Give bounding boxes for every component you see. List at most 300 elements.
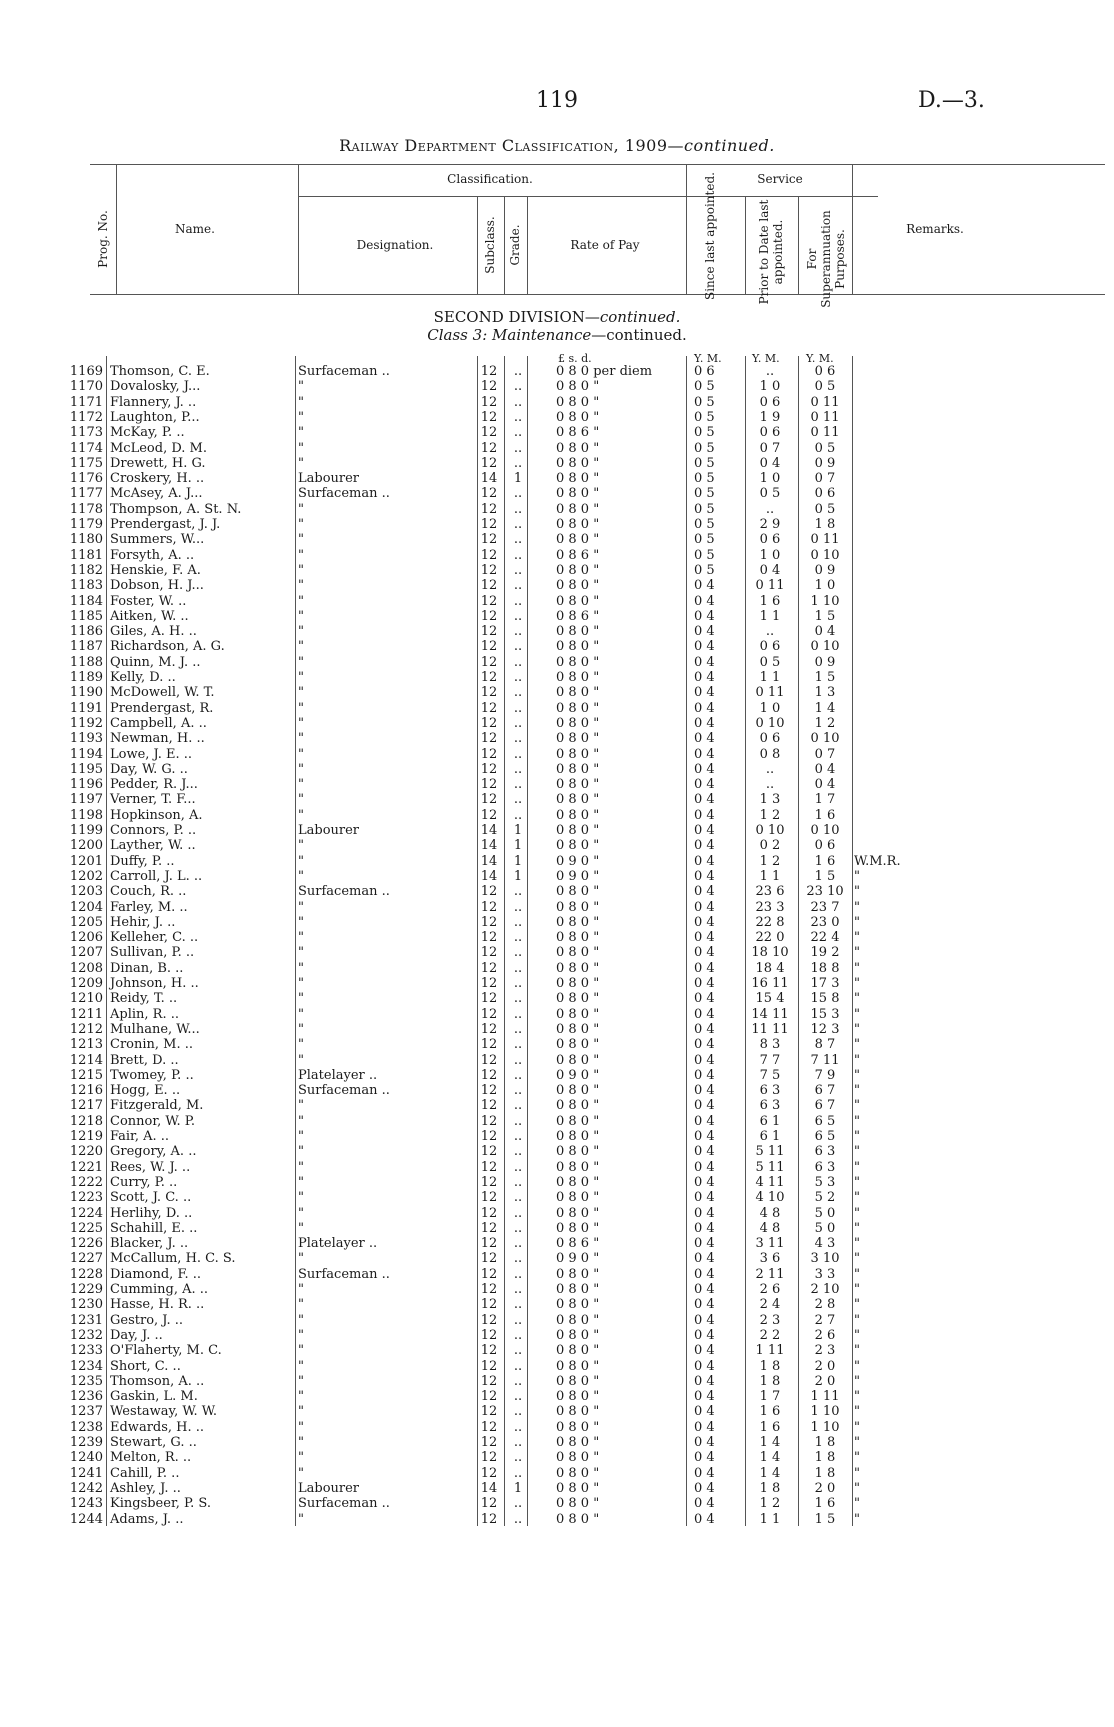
cell-subclass: 12 <box>480 700 498 716</box>
division-title <box>0 308 1114 326</box>
cell-rate-of-pay: 0 8 0 " <box>556 578 600 594</box>
cell-remarks: " <box>854 1312 860 1328</box>
cell-since-last: 0 4 <box>694 685 715 701</box>
cell-super-service: 1 10 <box>810 1419 840 1435</box>
cell-grade: .. <box>513 1006 523 1022</box>
cell-prior-service: 1 8 <box>759 1480 781 1496</box>
cell-designation: Surfaceman .. <box>298 1266 390 1282</box>
cell-subclass: 14 <box>480 868 498 884</box>
cell-remarks: " <box>854 1129 860 1144</box>
cell-subclass: 12 <box>480 654 498 670</box>
cell-subclass: 12 <box>480 715 498 731</box>
cell-remarks: " <box>854 1465 860 1481</box>
cell-designation: Surfaceman .. <box>298 1083 390 1099</box>
cell-super-service: 12 3 <box>810 1021 840 1037</box>
cell-rate-of-pay: 0 8 0 " <box>556 1404 600 1420</box>
cell-subclass: 12 <box>480 1144 498 1160</box>
cell-prior-service: 23 3 <box>755 899 785 915</box>
cell-super-service: 0 10 <box>810 823 840 838</box>
cell-remarks: " <box>854 1159 860 1175</box>
cell-rate-of-pay: 0 8 0 " <box>556 715 600 731</box>
table-row <box>0 410 1114 425</box>
cell-designation: " <box>298 1389 304 1405</box>
cell-prior-service: 1 8 <box>759 1373 781 1389</box>
cell-subclass: 12 <box>480 884 498 900</box>
cell-subclass: 12 <box>480 1052 498 1068</box>
cell-remarks: " <box>854 1450 860 1466</box>
table-row <box>0 379 1114 394</box>
table-row <box>0 762 1114 777</box>
cell-name: Connors, P. .. <box>110 823 197 838</box>
cell-designation: " <box>298 930 304 946</box>
cell-super-service: 0 11 <box>810 532 840 548</box>
cell-super-service: 1 5 <box>814 868 836 884</box>
cell-name: Thomson, A. .. <box>110 1373 205 1389</box>
cell-name: Carroll, J. L. .. <box>110 868 203 884</box>
table-row <box>0 1466 1114 1481</box>
cell-super-service: 1 6 <box>814 1496 836 1512</box>
cell-rate-of-pay: 0 8 0 " <box>556 1159 600 1175</box>
cell-subclass: 12 <box>480 685 498 701</box>
cell-prior-service: 1 2 <box>759 1496 781 1512</box>
cell-grade: .. <box>513 945 523 961</box>
cell-subclass: 12 <box>480 394 498 410</box>
cell-super-service: 0 4 <box>814 777 836 793</box>
cell-super-service: 1 5 <box>814 1511 836 1527</box>
cell-prog-no: 1202 <box>69 868 103 884</box>
cell-prior-service: 0 6 <box>759 425 781 441</box>
cell-grade: .. <box>513 670 523 685</box>
cell-name: Dobson, H. J... <box>110 578 204 594</box>
cell-remarks: " <box>854 1067 860 1083</box>
cell-prog-no: 1178 <box>69 501 103 517</box>
title-main: Railway Department Classification, 1909— <box>339 136 685 155</box>
table-row <box>0 915 1114 930</box>
cell-remarks: " <box>854 1373 860 1389</box>
header-designation: Designation. <box>356 238 434 252</box>
cell-name: Blacker, J. .. <box>110 1236 189 1252</box>
cell-super-service: 0 9 <box>814 562 836 578</box>
cell-designation: Surfaceman .. <box>298 486 390 502</box>
cell-prog-no: 1186 <box>69 624 103 640</box>
cell-prog-no: 1243 <box>69 1496 103 1512</box>
table-row <box>0 869 1114 884</box>
table-row <box>0 961 1114 976</box>
table-row <box>0 854 1114 869</box>
cell-designation: " <box>298 792 304 808</box>
cell-name: Dovalosky, J... <box>110 379 201 395</box>
cell-subclass: 14 <box>480 823 498 838</box>
cell-prog-no: 1171 <box>69 394 103 410</box>
cell-rate-of-pay: 0 8 0 " <box>556 1358 600 1374</box>
cell-subclass: 12 <box>480 593 498 609</box>
cell-designation: " <box>298 914 304 930</box>
cell-designation: " <box>298 1343 304 1359</box>
cell-prog-no: 1183 <box>69 578 103 594</box>
cell-grade: .. <box>513 1067 523 1083</box>
cell-prior-service: 1 1 <box>759 868 781 884</box>
cell-subclass: 12 <box>480 517 498 532</box>
cell-name: Kingsbeer, P. S. <box>110 1496 211 1512</box>
cell-super-service: 1 8 <box>814 1465 836 1481</box>
cell-rate-of-pay: 0 8 0 " <box>556 761 600 777</box>
cell-subclass: 12 <box>480 1404 498 1420</box>
cell-remarks: " <box>854 976 860 991</box>
cell-subclass: 12 <box>480 1343 498 1359</box>
cell-prior-service: 0 2 <box>759 838 781 854</box>
cell-rate-of-pay: 0 8 0 " <box>556 899 600 915</box>
cell-subclass: 12 <box>480 1373 498 1389</box>
cell-grade: .. <box>513 1083 523 1099</box>
col-rule-2 <box>298 164 299 294</box>
cell-since-last: 0 4 <box>694 1174 715 1190</box>
class-label: Class 3: <box>427 326 493 344</box>
cell-prog-no: 1181 <box>69 547 103 563</box>
cell-name: Reidy, T. .. <box>110 991 178 1007</box>
cell-since-last: 0 4 <box>694 1205 715 1221</box>
cell-rate-of-pay: 0 8 0 " <box>556 562 600 578</box>
cell-grade: .. <box>513 700 523 716</box>
cell-prog-no: 1184 <box>69 593 103 609</box>
cell-remarks: " <box>854 991 860 1007</box>
cell-name: Richardson, A. G. <box>110 639 225 655</box>
cell-since-last: 0 4 <box>694 654 715 670</box>
cell-super-service: 3 3 <box>814 1266 836 1282</box>
cell-subclass: 12 <box>480 639 498 655</box>
cell-prior-service: .. <box>765 501 775 517</box>
cell-subclass: 12 <box>480 1358 498 1374</box>
table-row <box>0 456 1114 471</box>
table-row <box>0 747 1114 762</box>
table-row <box>0 1267 1114 1282</box>
cell-rate-of-pay: 0 8 0 " <box>556 1465 600 1481</box>
cell-remarks: " <box>854 1389 860 1405</box>
cell-since-last: 0 4 <box>694 1098 715 1114</box>
cell-designation: " <box>298 394 304 410</box>
cell-designation: " <box>298 1174 304 1190</box>
cell-since-last: 0 4 <box>694 1419 715 1435</box>
cell-designation: Surfaceman .. <box>298 364 390 379</box>
cell-grade: .. <box>513 1450 523 1466</box>
cell-rate-of-pay: 0 9 0 " <box>556 868 600 884</box>
cell-grade: .. <box>513 593 523 609</box>
cell-rate-of-pay: 0 8 0 " <box>556 807 600 823</box>
cell-designation: " <box>298 1144 304 1160</box>
cell-rate-of-pay: 0 8 0 " <box>556 1496 600 1512</box>
cell-subclass: 12 <box>480 1282 498 1297</box>
cell-remarks: " <box>854 1083 860 1099</box>
cell-designation: " <box>298 1297 304 1313</box>
cell-prior-service: 0 6 <box>759 532 781 548</box>
table-row <box>0 808 1114 823</box>
cell-prog-no: 1241 <box>69 1465 103 1481</box>
cell-rate-of-pay: 0 8 0 " <box>556 1205 600 1221</box>
cell-rate-of-pay: 0 8 0 " <box>556 409 600 425</box>
cell-designation: " <box>298 1435 304 1450</box>
cell-prog-no: 1170 <box>69 379 103 395</box>
cell-prog-no: 1190 <box>69 685 103 701</box>
cell-since-last: 0 4 <box>694 1220 715 1236</box>
header-bottom-rule <box>90 294 1105 295</box>
cell-designation: " <box>298 1037 304 1053</box>
cell-rate-of-pay: 0 8 0 " <box>556 731 600 747</box>
cell-designation: " <box>298 532 304 548</box>
cell-grade: .. <box>513 425 523 441</box>
cell-remarks: " <box>854 884 860 900</box>
cell-designation: Labourer <box>298 471 360 487</box>
cell-super-service: 6 7 <box>814 1083 836 1099</box>
cell-name: Cumming, A. .. <box>110 1282 209 1297</box>
cell-rate-of-pay: 0 8 0 " <box>556 1083 600 1099</box>
cell-designation: " <box>298 1113 304 1129</box>
cell-super-service: 23 10 <box>806 884 844 900</box>
cell-prog-no: 1211 <box>69 1006 103 1022</box>
table-row <box>0 1297 1114 1312</box>
cell-subclass: 12 <box>480 991 498 1007</box>
cell-grade: .. <box>513 715 523 731</box>
cell-name: Day, J. .. <box>110 1327 163 1343</box>
cell-name: Day, W. G. .. <box>110 761 188 777</box>
cell-super-service: 0 6 <box>814 486 836 502</box>
cell-name: Thompson, A. St. N. <box>110 501 242 517</box>
cell-name: Kelly, D. .. <box>110 670 176 685</box>
cell-super-service: 2 3 <box>814 1343 836 1359</box>
cell-super-service: 5 0 <box>814 1220 836 1236</box>
cell-prog-no: 1209 <box>69 976 103 991</box>
cell-super-service: 1 3 <box>814 685 836 701</box>
cell-name: Ashley, J. .. <box>110 1480 181 1496</box>
cell-super-service: 0 5 <box>814 379 836 395</box>
table-row <box>0 701 1114 716</box>
cell-remarks: " <box>854 930 860 946</box>
cell-grade: .. <box>513 1021 523 1037</box>
table-row <box>0 1313 1114 1328</box>
table-row <box>0 1053 1114 1068</box>
col-rule-3 <box>477 196 478 294</box>
cell-name: Farley, M. .. <box>110 899 188 915</box>
cell-prog-no: 1212 <box>69 1021 103 1037</box>
cell-prior-service: 0 6 <box>759 731 781 747</box>
cell-designation: " <box>298 853 304 869</box>
cell-name: Pedder, R. J... <box>110 777 198 793</box>
cell-prog-no: 1174 <box>69 440 103 456</box>
cell-prior-service: 2 4 <box>759 1297 781 1313</box>
cell-prior-service: 6 1 <box>759 1113 781 1129</box>
cell-grade: .. <box>513 1389 523 1405</box>
cell-subclass: 12 <box>480 608 498 624</box>
cell-rate-of-pay: 0 8 0 " <box>556 501 600 517</box>
cell-designation: " <box>298 639 304 655</box>
table-row <box>0 1007 1114 1022</box>
cell-designation: " <box>298 777 304 793</box>
cell-prior-service: 1 8 <box>759 1358 781 1374</box>
cell-prog-no: 1213 <box>69 1037 103 1053</box>
cell-since-last: 0 4 <box>694 884 715 900</box>
cell-name: Mulhane, W... <box>110 1021 200 1037</box>
cell-prior-service: 1 11 <box>755 1343 785 1359</box>
cell-since-last: 0 4 <box>694 761 715 777</box>
cell-since-last: 0 5 <box>694 379 715 395</box>
table-row <box>0 991 1114 1006</box>
cell-prior-service: 0 5 <box>759 654 781 670</box>
cell-grade: .. <box>513 501 523 517</box>
cell-name: Aplin, R. .. <box>110 1006 179 1022</box>
cell-prog-no: 1208 <box>69 960 103 976</box>
cell-prior-service: 0 10 <box>755 715 785 731</box>
table-row <box>0 1328 1114 1343</box>
cell-since-last: 0 4 <box>694 1358 715 1374</box>
title-suffix: continued. <box>684 136 775 155</box>
cell-subclass: 12 <box>480 1419 498 1435</box>
cell-grade: .. <box>513 639 523 655</box>
cell-name: Brett, D. .. <box>110 1052 179 1068</box>
cell-rate-of-pay: 0 8 0 " <box>556 1511 600 1527</box>
cell-prior-service: 1 6 <box>759 1419 781 1435</box>
cell-subclass: 12 <box>480 1450 498 1466</box>
col-rule-4 <box>504 196 505 294</box>
cell-name: Sullivan, P. .. <box>110 945 195 961</box>
cell-super-service: 0 7 <box>814 471 836 487</box>
cell-prog-no: 1207 <box>69 945 103 961</box>
cell-rate-of-pay: 0 8 0 " <box>556 1312 600 1328</box>
cell-rate-of-pay: 0 8 0 " <box>556 1129 600 1144</box>
cell-name: Henskie, F. A. <box>110 562 201 578</box>
table-row <box>0 1343 1114 1358</box>
cell-subclass: 12 <box>480 1389 498 1405</box>
cell-name: Couch, R. .. <box>110 884 187 900</box>
cell-since-last: 0 4 <box>694 1190 715 1206</box>
cell-remarks: " <box>854 1343 860 1359</box>
cell-prior-service: 8 3 <box>759 1037 781 1053</box>
cell-name: Laughton, P... <box>110 409 200 425</box>
cell-since-last: 0 6 <box>694 364 715 379</box>
cell-subclass: 14 <box>480 838 498 854</box>
cell-subclass: 12 <box>480 379 498 395</box>
cell-name: Aitken, W. .. <box>110 608 189 624</box>
cell-subclass: 12 <box>480 1251 498 1267</box>
cell-designation: " <box>298 1220 304 1236</box>
cell-prog-no: 1244 <box>69 1511 103 1527</box>
cell-prog-no: 1194 <box>69 746 103 762</box>
cell-grade: .. <box>513 1251 523 1267</box>
cell-name: Stewart, G. .. <box>110 1435 197 1450</box>
cell-grade: .. <box>513 1113 523 1129</box>
table-row <box>0 1221 1114 1236</box>
table-row <box>0 502 1114 517</box>
cell-rate-of-pay: 0 8 0 " <box>556 1190 600 1206</box>
cell-since-last: 0 4 <box>694 945 715 961</box>
page-number: 119 <box>536 88 578 113</box>
unit-since-last: Y. M. <box>694 352 722 365</box>
cell-grade: .. <box>513 1496 523 1512</box>
table-row <box>0 670 1114 685</box>
table-row <box>0 823 1114 838</box>
cell-since-last: 0 5 <box>694 547 715 563</box>
cell-designation: " <box>298 1450 304 1466</box>
cell-prior-service: 7 7 <box>759 1052 781 1068</box>
cell-super-service: 1 8 <box>814 1435 836 1450</box>
cell-since-last: 0 4 <box>694 1159 715 1175</box>
cell-super-service: 0 4 <box>814 761 836 777</box>
cell-prior-service: 1 9 <box>759 409 781 425</box>
cell-name: McAsey, A. J... <box>110 486 203 502</box>
cell-name: Adams, J. .. <box>110 1511 184 1527</box>
cell-subclass: 14 <box>480 1480 498 1496</box>
cell-prior-service: 1 1 <box>759 1511 781 1527</box>
header-rate-of-pay: Rate of Pay <box>570 238 640 252</box>
cell-prior-service: 15 4 <box>755 991 785 1007</box>
cell-grade: .. <box>513 930 523 946</box>
cell-prog-no: 1185 <box>69 608 103 624</box>
cell-prior-service: 0 4 <box>759 562 781 578</box>
cell-prior-service: 14 11 <box>751 1006 789 1022</box>
cell-subclass: 12 <box>480 1205 498 1221</box>
table-row <box>0 1114 1114 1129</box>
cell-name: Hogg, E. .. <box>110 1083 181 1099</box>
cell-subclass: 12 <box>480 409 498 425</box>
cell-prog-no: 1223 <box>69 1190 103 1206</box>
cell-super-service: 15 8 <box>810 991 840 1007</box>
cell-grade: .. <box>513 1190 523 1206</box>
cell-prog-no: 1225 <box>69 1220 103 1236</box>
cell-grade: .. <box>513 562 523 578</box>
table-row <box>0 441 1114 456</box>
cell-grade: .. <box>513 364 523 379</box>
cell-since-last: 0 4 <box>694 1465 715 1481</box>
cell-name: Layther, W. .. <box>110 838 196 854</box>
table-row <box>0 532 1114 547</box>
cell-prior-service: 6 3 <box>759 1098 781 1114</box>
cell-subclass: 12 <box>480 1098 498 1114</box>
cell-rate-of-pay: 0 8 0 " <box>556 1327 600 1343</box>
cell-super-service: 0 11 <box>810 425 840 441</box>
cell-prog-no: 1180 <box>69 532 103 548</box>
cell-prior-service: 4 11 <box>755 1174 785 1190</box>
cell-super-service: 1 2 <box>814 715 836 731</box>
cell-super-service: 1 5 <box>814 670 836 685</box>
cell-name: Foster, W. .. <box>110 593 187 609</box>
cell-grade: .. <box>513 578 523 594</box>
table-row <box>0 777 1114 792</box>
cell-grade: .. <box>513 1312 523 1328</box>
cell-super-service: 7 11 <box>810 1052 840 1068</box>
cell-grade: .. <box>513 1236 523 1252</box>
cell-name: Duffy, P. .. <box>110 853 175 869</box>
cell-designation: " <box>298 746 304 762</box>
cell-designation: " <box>298 731 304 747</box>
cell-since-last: 0 4 <box>694 1435 715 1450</box>
table-row <box>0 609 1114 624</box>
cell-grade: .. <box>513 761 523 777</box>
cell-super-service: 3 10 <box>810 1251 840 1267</box>
cell-rate-of-pay: 0 8 0 " <box>556 1113 600 1129</box>
cell-grade: .. <box>513 1098 523 1114</box>
cell-rate-of-pay: 0 8 0 " <box>556 1419 600 1435</box>
cell-subclass: 12 <box>480 1236 498 1252</box>
cell-super-service: 0 11 <box>810 409 840 425</box>
cell-designation: " <box>298 670 304 685</box>
cell-remarks: " <box>854 1174 860 1190</box>
cell-prog-no: 1231 <box>69 1312 103 1328</box>
header-top-rule <box>90 164 1105 165</box>
cell-prior-service: 1 2 <box>759 853 781 869</box>
cell-prior-service: 2 9 <box>759 517 781 532</box>
cell-rate-of-pay: 0 8 0 " <box>556 685 600 701</box>
cell-grade: .. <box>513 1144 523 1160</box>
cell-name: Dinan, B. .. <box>110 960 184 976</box>
cell-grade: 1 <box>513 838 523 854</box>
cell-subclass: 12 <box>480 1006 498 1022</box>
